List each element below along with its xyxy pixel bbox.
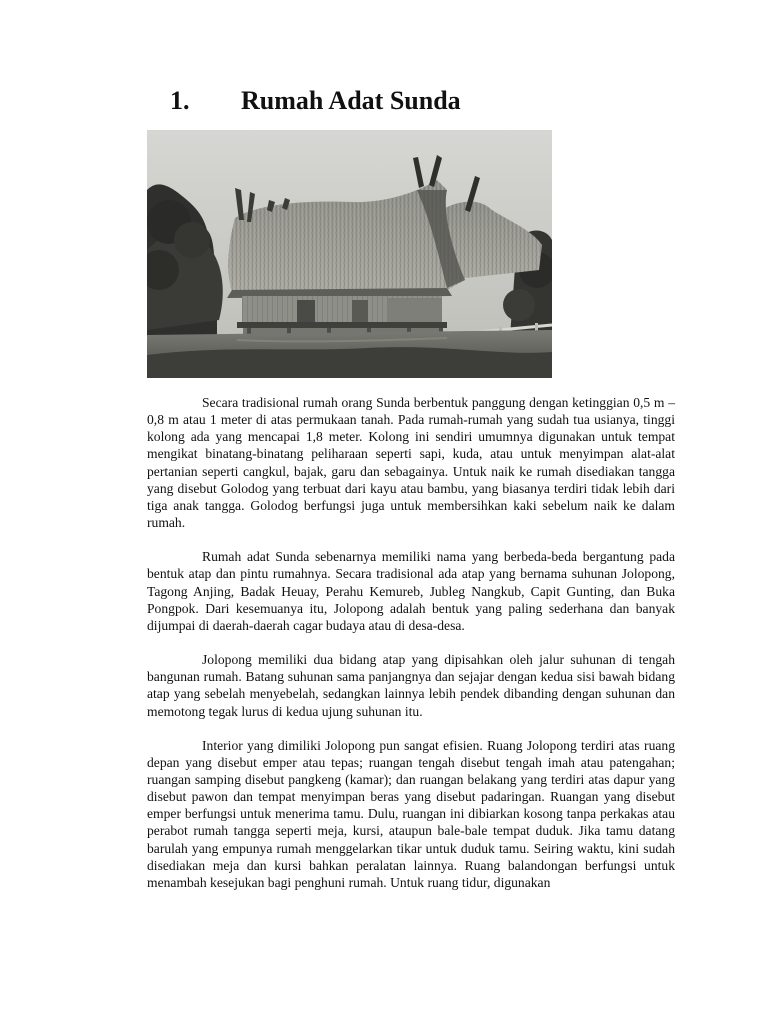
section-heading [170,84,461,118]
paragraph-3: Jolopong memiliki dua bidang atap yang dipisahkan oleh jalur suhunan di tengah bangunan rumah. Batang suhunan sama panjangnya dan sejajar dengan kedua sisi bawah bidang atap yang sebelah menyebelah, sedangkan lainnya lebih pendek dibanding dengan suhunan dan memotong tegak lurus di kedua ujung suhunan itu. [147,652,675,719]
paragraph-2: Rumah adat Sunda sebenarnya memiliki nama yang berbeda-beda bergantung pada bentuk atap dan pintu rumahnya. Secara tradisional ada atap yang bernama suhunan Jolopong, Tagong Anjing, Badak Heuay, Perahu Kemureb, Jubleg Nangkub, Capit Gunting, dan Buka Pongpok. Dari kesemuanya itu, Jolopong adalah bentuk yang paling sederhana dan banyak dijumpai di daerah-daerah cagar budaya atau di desa-desa. [147,549,675,633]
section-title: Rumah Adat Sunda [241,86,461,115]
traditional-house-photo [147,130,552,378]
body-text [147,394,675,908]
paragraph-4: Interior yang dimiliki Jolopong pun sangat efisien. Ruang Jolopong terdiri atas ruang depan yang disebut emper atau tepas; ruangan tengah disebut tengah imah atau patengahan; ruangan samping disebut pangkeng (kamar); dan ruangan belakang yang terdiri atas dapur yang disebut pawon dan tempat menyimpan beras yang disebut padaringan. Ruangan yang disebut emper berfungsi untuk menerima tamu. Dulu, ruangan ini dibiarkan kosong tanpa perkakas atau perabot rumah tangga seperti meja, kursi, ataupun bale-bale tempat duduk. Jika tamu datang barulah yang empunya rumah menggelarkan tikar untuk duduk tamu. Seiring waktu, kini sudah disediakan meja dan kursi bahkan peralatan lainnya. Ruang balandongan berfungsi untuk menambah kesejukan bagi penghuni rumah. Untuk ruang tidur, digunakan [147,737,675,890]
paragraph-1: Secara tradisional rumah orang Sunda berbentuk panggung dengan ketinggian 0,5 m – 0,8 m atau 1 meter di atas permukaan tanah. Pada rumah-rumah yang sudah tua usianya, tinggi kolong ada yang mencapai 1,8 meter. Kolong ini sendiri umumnya digunakan untuk tempat mengikat binatang-binatang peliharaan seperti sapi, kuda, atau untuk menyimpan alat-alat pertanian seperti cangkul, bajak, garu dan sebagainya. Untuk naik ke rumah disediakan tangga yang disebut Golodog yang terbuat dari kayu atau bambu, yang biasanya terdiri tidak lebih dari tiga anak tangga. Golodog berfungsi juga untuk membersihkan kaki sebelum naik ke dalam rumah. [147,395,675,531]
section-number: 1. [170,86,190,115]
